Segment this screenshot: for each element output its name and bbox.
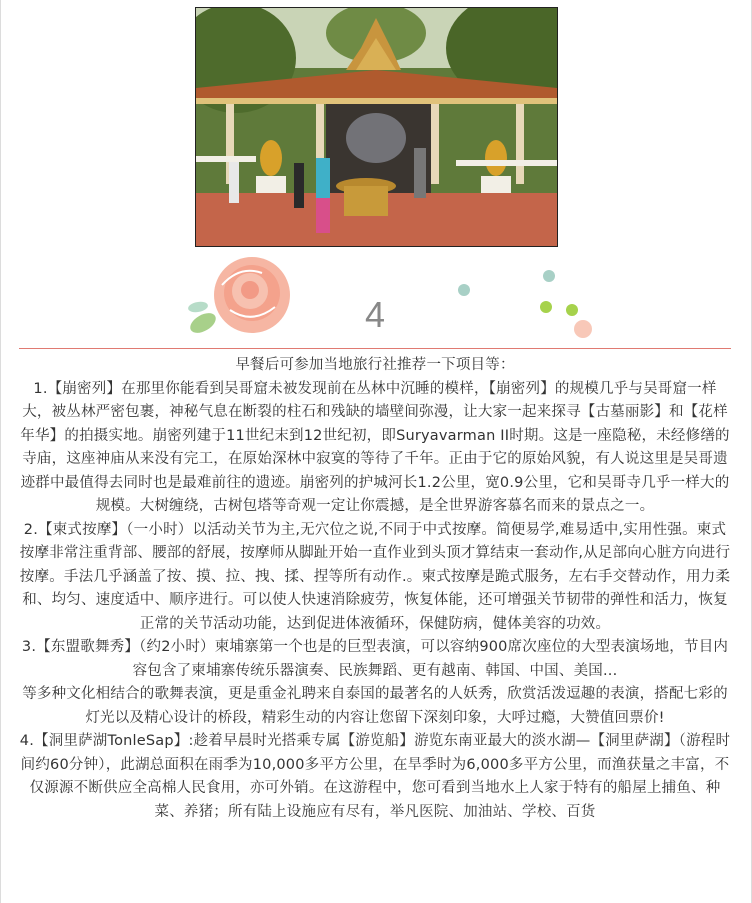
section-number: 4 [364, 294, 386, 335]
article-body [19, 354, 731, 824]
item-khmer-massage: 2.【柬式按摩】（一小时）以活动关节为主,无穴位之说,不同于中式按摩。简便易学,难易适中,实用性强。柬式按摩非常注重背部、腰部的舒展，按摩师从脚趾开始一直作业到头顶才算结束一套动作,从足部向心脏方向进行按摩。手法几乎涵盖了按、摸、拉、拽、揉、捏等所有动作.。柬式按摩是跪式服务，左右手交替动作，用力柔和、均匀、速度适中、顺序进行。可以使人快速消除疲劳，恢复体能，还可增强关节韧带的弹性和活力，恢复正常的关节活动功能，达到促进体液循环，保健防病，健体美容的功效。 [19, 521, 731, 632]
temple-illustration [196, 8, 557, 246]
item-asean-show-cont: 等多种文化相结合的歌舞表演，更是重金礼聘来自泰国的最著名的人妖秀，欣赏活泼逗趣的表演，搭配七彩的灯光以及精心设计的桥段，精彩生动的内容让您留下深刻印象，大呼过瘾，大赞值回票价! [22, 686, 728, 726]
temple-photo [195, 7, 558, 247]
section-divider [19, 348, 731, 349]
item-asean-show: 3.【东盟歌舞秀】（约2小时）柬埔寨第一个也是的巨型表演，可以容纳900席次座位的大型表演场地，节目内容包含了柬埔寨传统乐器演奏、民族舞蹈、更有越南、韩国、中国、美国... [21, 639, 729, 679]
intro-text: 早餐后可参加当地旅行社推荐一下项目等： [235, 357, 515, 373]
item-tonle-sap: 4.【洞里萨湖TonleSap】:趁着早晨时光搭乘专属【游览船】游览东南亚最大的淡水湖—【洞里萨湖】（游程时间约60分钟），此湖总面积在雨季为10,000多平方公里，在旱季时为6,000多平方公里，而渔获量之丰富，不仅源源不断供应全高棉人民食用，亦可外销。在这游程中，您可看到当地水上人家于特有的船屋上捕鱼、种菜、养猪；所有陆上设施应有尽有，举凡医院、加油站、学校、百货 [19, 733, 731, 820]
item-bengmealea: 1.【崩密列】在那里你能看到吴哥窟未被发现前在丛林中沉睡的模样，【崩密列】的规模几乎与吴哥窟一样大，被丛林严密包裹，神秘气息在断裂的柱石和残缺的墙壁间弥漫，让大家一起来探寻【古墓丽影】和【花样年华】的拍摄实地。崩密列建于11世纪末到12世纪初，即Suryavarman II时期。这是一座隐秘，未经修缮的寺庙，这座神庙从来没有完工，在原始深林中寂寞的等待了千年。正由于它的原始风貌，有人说这里是吴哥遗迹群中最值得去同时也是最难前往的遗迹。崩密列的护城河长1.2公里，宽0.9公里，它和吴哥寺几乎一样大的规模。大树缠绕，古树包塔等奇观一定让你震撼，是全世界游客慕名而来的景点之一。 [20, 380, 730, 514]
